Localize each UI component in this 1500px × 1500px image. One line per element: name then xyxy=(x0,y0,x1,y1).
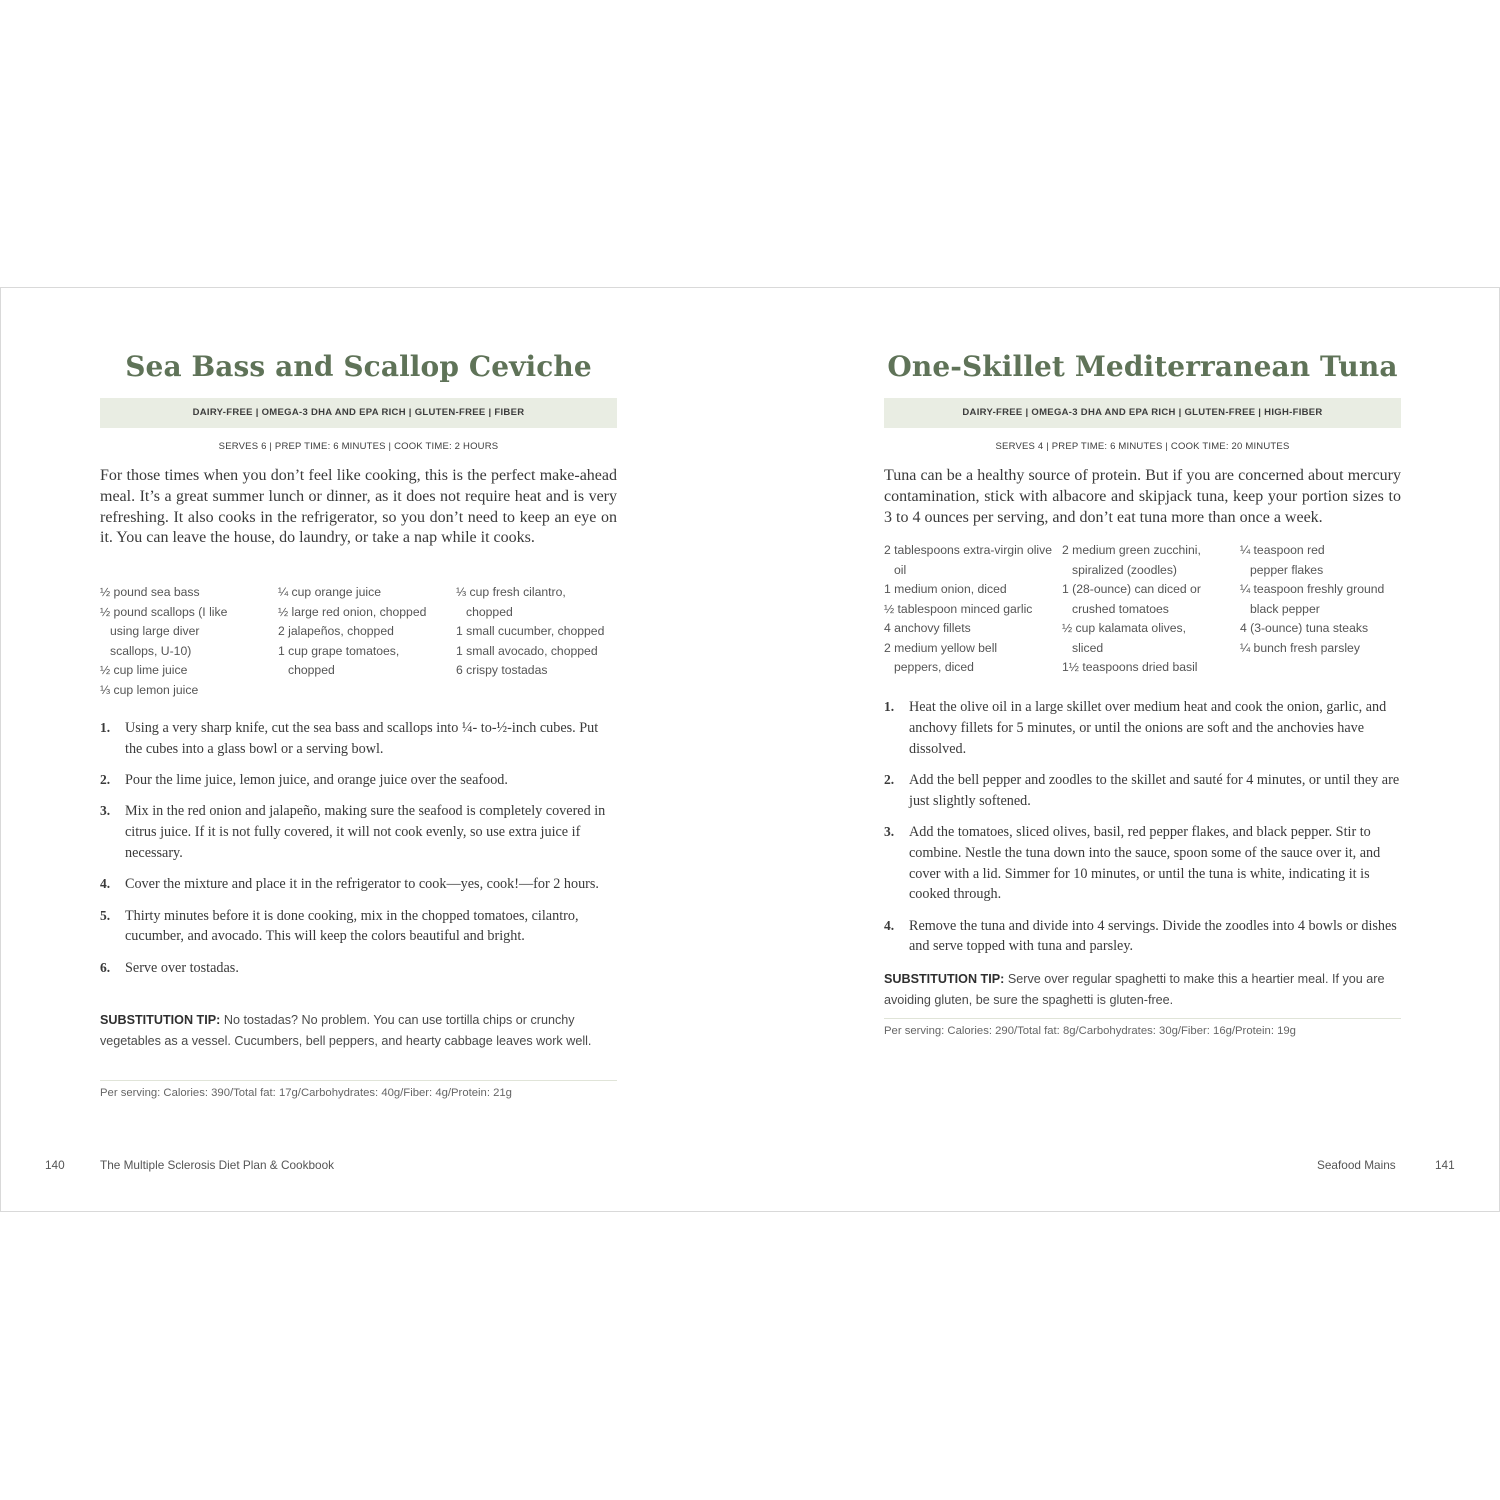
ingredient-item: ¼ teaspoon red pepper flakes xyxy=(1240,543,1325,577)
tip-label: SUBSTITUTION TIP: xyxy=(100,1013,221,1027)
step-text: Add the bell pepper and zoodles to the skillet and sauté for 4 minutes, or until they are just slightly softened. xyxy=(909,771,1400,809)
step-number: 4. xyxy=(884,917,895,933)
recipe-title: One-Skillet Mediterranean Tuna xyxy=(887,350,1398,383)
step-text: Remove the tuna and divide into 4 servings. Divide the zoodles into 4 bowls or dishes and serve topped with tuna and parsley. xyxy=(909,917,1397,955)
ingredient-item: 2 medium green zucchini, spiralized (zoodles) xyxy=(1062,543,1201,577)
ingredient-item: ½ pound sea bass xyxy=(100,585,200,599)
recipe-intro: For those times when you don’t feel like cooking, this is the perfect make-ahead meal. It’s a great summer lunch or dinner, as it does not require heat and is very refreshing. It also cooks in the refrigerator, so you don’t need to keep an eye on it. You can leave the house, do laundry, or take a nap while it cooks. xyxy=(100,467,617,547)
ingredient-list xyxy=(884,541,1401,678)
step-text: Serve over tostadas. xyxy=(125,959,239,976)
serving-info: SERVES 6 | PREP TIME: 6 MINUTES | COOK TIME: 2 HOURS xyxy=(218,441,499,452)
ingredient-item: ½ cup kalamata olives, sliced xyxy=(1062,621,1186,655)
step-number: 3. xyxy=(100,803,111,819)
ingredient-item: ½ large red onion, chopped xyxy=(278,604,427,619)
book-spread xyxy=(0,287,1500,1212)
step-text: Heat the olive oil in a large skillet over medium heat and cook the onion, garlic, and anchovy fillets for 5 minutes, or until the onions are soft and the anchovies have dissolved. xyxy=(909,699,1387,757)
recipe-title: Sea Bass and Scallop Ceviche xyxy=(125,350,592,383)
ingredient-item: 4 (3-ounce) tuna steaks xyxy=(1240,621,1369,635)
step-number: 4. xyxy=(100,876,111,892)
step-number: 1. xyxy=(100,720,111,735)
ingredient-item: 4 anchovy fillets xyxy=(884,621,971,635)
tip-text: Serve over regular spaghetti to make this a heartier meal. If you are avoiding gluten, be sure the spaghetti is gluten-free. xyxy=(884,972,1385,1007)
ingredient-item: ¼ bunch fresh parsley xyxy=(1240,640,1360,655)
ingredient-item: ⅓ cup lemon juice xyxy=(100,682,199,697)
step-text: Mix in the red onion and jalapeño, making sure the seafood is completely covered in citrus juice. If it is not fully covered, it will not cook evenly, so use extra juice if necessary. xyxy=(125,803,606,861)
diet-tags: DAIRY-FREE | OMEGA-3 DHA AND EPA RICH | GLUTEN-FREE | HIGH-FIBER xyxy=(884,398,1401,428)
ingredient-item: ½ cup lime juice xyxy=(100,663,188,677)
step-number: 6. xyxy=(100,959,111,975)
ingredient-item: 6 crispy tostadas xyxy=(456,663,548,677)
step-text: Cover the mixture and place it in the refrigerator to cook—yes, cook!—for 2 hours. xyxy=(125,876,599,893)
step-number: 3. xyxy=(884,823,895,839)
ingredient-column xyxy=(1240,541,1401,678)
ingredient-item: ½ pound scallops (I like using large diver scallops, U-10) xyxy=(100,604,228,658)
ingredient-column xyxy=(1062,541,1240,678)
ingredient-item: 1 small avocado, chopped xyxy=(456,643,598,658)
instruction-step xyxy=(884,697,1401,759)
step-number: 5. xyxy=(100,907,111,923)
instruction-step xyxy=(884,770,1401,812)
substitution-tip xyxy=(884,969,1401,1011)
divider xyxy=(884,1018,1401,1019)
ingredient-item: 1 medium onion, diced xyxy=(884,582,1007,596)
step-text: Thirty minutes before it is done cooking, mix in the chopped tomatoes, cilantro, cucumber, and avocado. This will keep the colors beautiful and bright. xyxy=(125,907,579,945)
page-number: 141 xyxy=(1435,1158,1455,1172)
ingredient-item: 1 cup grape tomatoes, chopped xyxy=(278,643,400,677)
diet-tags: DAIRY-FREE | OMEGA-3 DHA AND EPA RICH | GLUTEN-FREE | FIBER xyxy=(100,398,617,428)
recipe-intro: Tuna can be a healthy source of protein. But if you are concerned about mercury contamination, stick with albacore and skipjack tuna, keep your portion sizes to 3 to 4 ounces per serving, and don’t eat tuna more than once a week. xyxy=(884,467,1401,526)
running-head: Seafood Mains xyxy=(1317,1158,1396,1172)
ingredient-item: 1 (28-ounce) can diced or crushed tomatoes xyxy=(1062,582,1201,616)
ingredient-item: 2 medium yellow bell peppers, diced xyxy=(884,640,998,674)
step-text: Pour the lime juice, lemon juice, and orange juice over the seafood. xyxy=(125,772,508,789)
ingredient-item: 1½ teaspoons dried basil xyxy=(1062,660,1198,674)
tip-label: SUBSTITUTION TIP: xyxy=(884,972,1005,986)
page-number: 140 xyxy=(45,1158,65,1172)
tip-text: No tostadas? No problem. You can use tortilla chips or crunchy vegetables as a vessel. Cucumbers, bell peppers, and hearty cabbage leaves work well. xyxy=(100,1013,592,1048)
nutrition-info: Per serving: Calories: 390/Total fat: 17g/Carbohydrates: 40g/Fiber: 4g/Protein: 21g xyxy=(100,1087,512,1099)
instruction-step xyxy=(884,822,1401,905)
ingredient-item: ¼ cup orange juice xyxy=(278,585,381,599)
instruction-list xyxy=(884,697,1401,968)
ingredient-item: ¼ teaspoon freshly ground black pepper xyxy=(1240,582,1385,616)
step-number: 1. xyxy=(884,699,895,714)
ingredient-item: ½ tablespoon minced garlic xyxy=(884,601,1033,616)
ingredient-item: ⅓ cup fresh cilantro, chopped xyxy=(456,585,566,619)
serving-info: SERVES 4 | PREP TIME: 6 MINUTES | COOK TIME: 20 MINUTES xyxy=(995,441,1290,452)
running-head: The Multiple Sclerosis Diet Plan & Cookbook xyxy=(100,1158,335,1172)
instruction-step xyxy=(884,916,1401,958)
right-page xyxy=(1,288,1499,1211)
nutrition-info: Per serving: Calories: 290/Total fat: 8g/Carbohydrates: 30g/Fiber: 16g/Protein: 19g xyxy=(884,1025,1296,1037)
step-text: Add the tomatoes, sliced olives, basil, red pepper flakes, and black pepper. Stir to combine. Nestle the tuna down into the sauce, spoon some of the sauce over it, and cover with a lid. Simmer for 10 minutes, or until the tuna is white, indicating it is cooked through. xyxy=(909,823,1381,903)
ingredient-column xyxy=(884,541,1062,678)
step-number: 2. xyxy=(100,772,111,788)
ingredient-item: 1 small cucumber, chopped xyxy=(456,624,605,638)
ingredient-item: 2 jalapeños, chopped xyxy=(278,624,394,638)
ingredient-item: 2 tablespoons extra-virgin olive oil xyxy=(884,543,1053,577)
right-recipe xyxy=(884,288,1401,1148)
step-text: Using a very sharp knife, cut the sea bass and scallops into ¼- to-½-inch cubes. Put the cubes into a glass bowl or a serving bowl. xyxy=(125,720,599,757)
step-number: 2. xyxy=(884,771,895,787)
